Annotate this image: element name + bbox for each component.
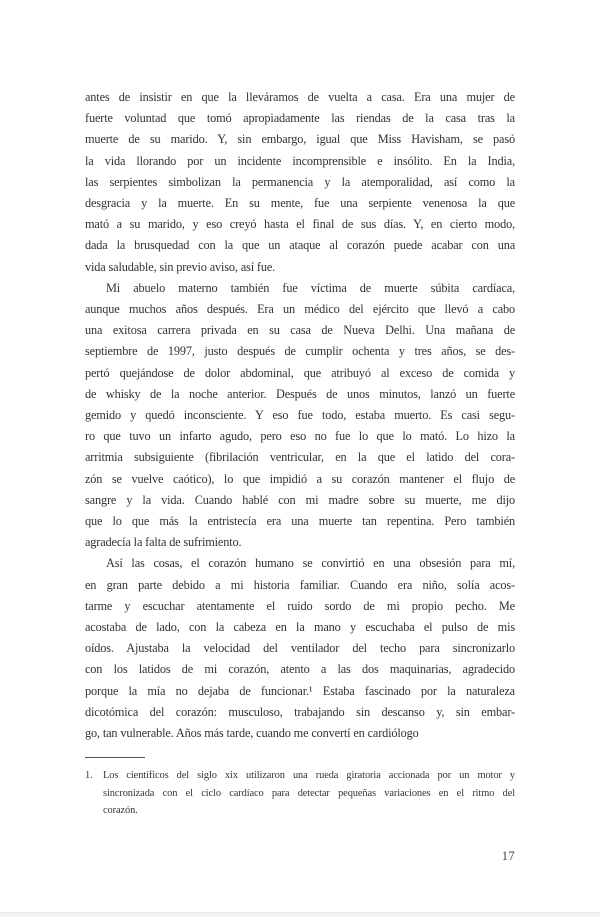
footnote-line: corazón. <box>103 805 138 817</box>
paragraph <box>85 87 515 278</box>
text-line: dada la brusquedad con la que un ataque al corazón puede acabar con una <box>85 238 515 253</box>
text-line: la vida llorando por un incidente incomprensible e insólito. En la India, <box>85 153 515 168</box>
text-line: aunque muchos años después. Era un médico del ejército que llevó a cabo <box>85 302 515 317</box>
text-line: que lo que más la entristecía era una muerte tan repentina. Pero también <box>85 514 515 529</box>
text-line: septiembre de 1997, justo después de cumplir ochenta y tres años, se des- <box>85 344 515 359</box>
body-text <box>85 87 515 744</box>
text-line: zón se vuelve caótico), lo que impidió a su corazón mantener el flujo de <box>85 471 515 486</box>
text-line: muerte de su marido. Y, sin embargo, igual que Miss Havisham, se pasó <box>85 132 515 147</box>
text-line: pertó quejándose de dolor abdominal, que atribuyó al exceso de comida y <box>85 365 515 380</box>
footnote <box>85 757 515 820</box>
paragraph <box>85 553 515 744</box>
text-line: con los latidos de mi corazón, atento a las dos maquinarias, agradecido <box>85 662 515 677</box>
footnote-lines <box>103 767 515 820</box>
text-line: vida saludable, sin previo aviso, así fue. <box>85 259 276 274</box>
paragraph <box>85 278 515 554</box>
footnote-line: Los científicos del siglo xix utilizaron una rueda giratoria accionada por un motor y <box>103 770 515 781</box>
footnote-body <box>85 767 515 820</box>
text-line: dicotómica del corazón: musculoso, trabajando sin descanso y, sin embar- <box>85 704 515 719</box>
text-line: ro que tuvo un infarto agudo, pero eso no fue lo que lo mató. Lo hizo la <box>85 429 515 444</box>
text-line: go, tan vulnerable. Años más tarde, cuando me convertí en cardiólogo <box>85 726 419 741</box>
text-line: una exitosa carrera privada en su casa de Nueva Delhi. Una mañana de <box>85 323 515 338</box>
text-line: de whisky de la noche anterior. Después de unos minutos, lanzó un fuerte <box>85 386 515 401</box>
text-line: desgracia y la muerte. En su mente, fue una serpiente venenosa la que <box>85 196 515 211</box>
text-line: Así las cosas, el corazón humano se convirtió en una obsesión para mí, <box>106 556 515 571</box>
text-line: sangre y la vida. Cuando hablé con mi madre sobre su muerte, me dijo <box>85 492 515 507</box>
text-line: antes de insistir en que la lleváramos de vuelta a casa. Era una mujer de <box>85 90 515 104</box>
text-line: acostaba de lado, con la cabeza en la mano y escuchaba el pulso de mis <box>85 620 515 635</box>
text-line: agradecía la falta de sufrimiento. <box>85 535 242 550</box>
text-line: las serpientes simbolizan la permanencia y la atemporalidad, así como la <box>85 174 515 189</box>
text-line: tarme y escuchar atentamente el ruido sordo de mi propio pecho. Me <box>85 598 515 613</box>
text-line: fuerte voluntad que tomó apropiadamente las riendas de la casa tras la <box>85 111 515 126</box>
page-edge-shadow <box>0 912 600 917</box>
text-line: arritmia subsiguiente (fibrilación ventricular, en la que el latido del cora- <box>85 450 515 465</box>
footnote-separator-rule <box>85 757 145 758</box>
text-line: mató a su marido, y eso creyó hasta el final de sus días. Y, en cierto modo, <box>85 217 515 232</box>
text-line: en gran parte debido a mi historia familiar. Cuando era niño, solía acos- <box>85 577 515 592</box>
text-line: Mi abuelo materno también fue víctima de muerte súbita cardíaca, <box>106 280 515 295</box>
text-line: oídos. Ajustaba la velocidad del ventilador del techo para sincronizarlo <box>85 641 515 656</box>
footnote-marker: 1. <box>85 770 93 781</box>
footnote-line: sincronizada con el ciclo cardíaco para detectar pequeñas variaciones en el ritmo del <box>103 787 515 799</box>
page-number: 17 <box>501 849 515 863</box>
text-line: porque la mía no dejaba de funcionar.¹ Estaba fascinado por la naturaleza <box>85 683 515 698</box>
text-line: gemido y quedó inconsciente. Y eso fue todo, estaba muerto. Es casi segu- <box>85 408 515 423</box>
